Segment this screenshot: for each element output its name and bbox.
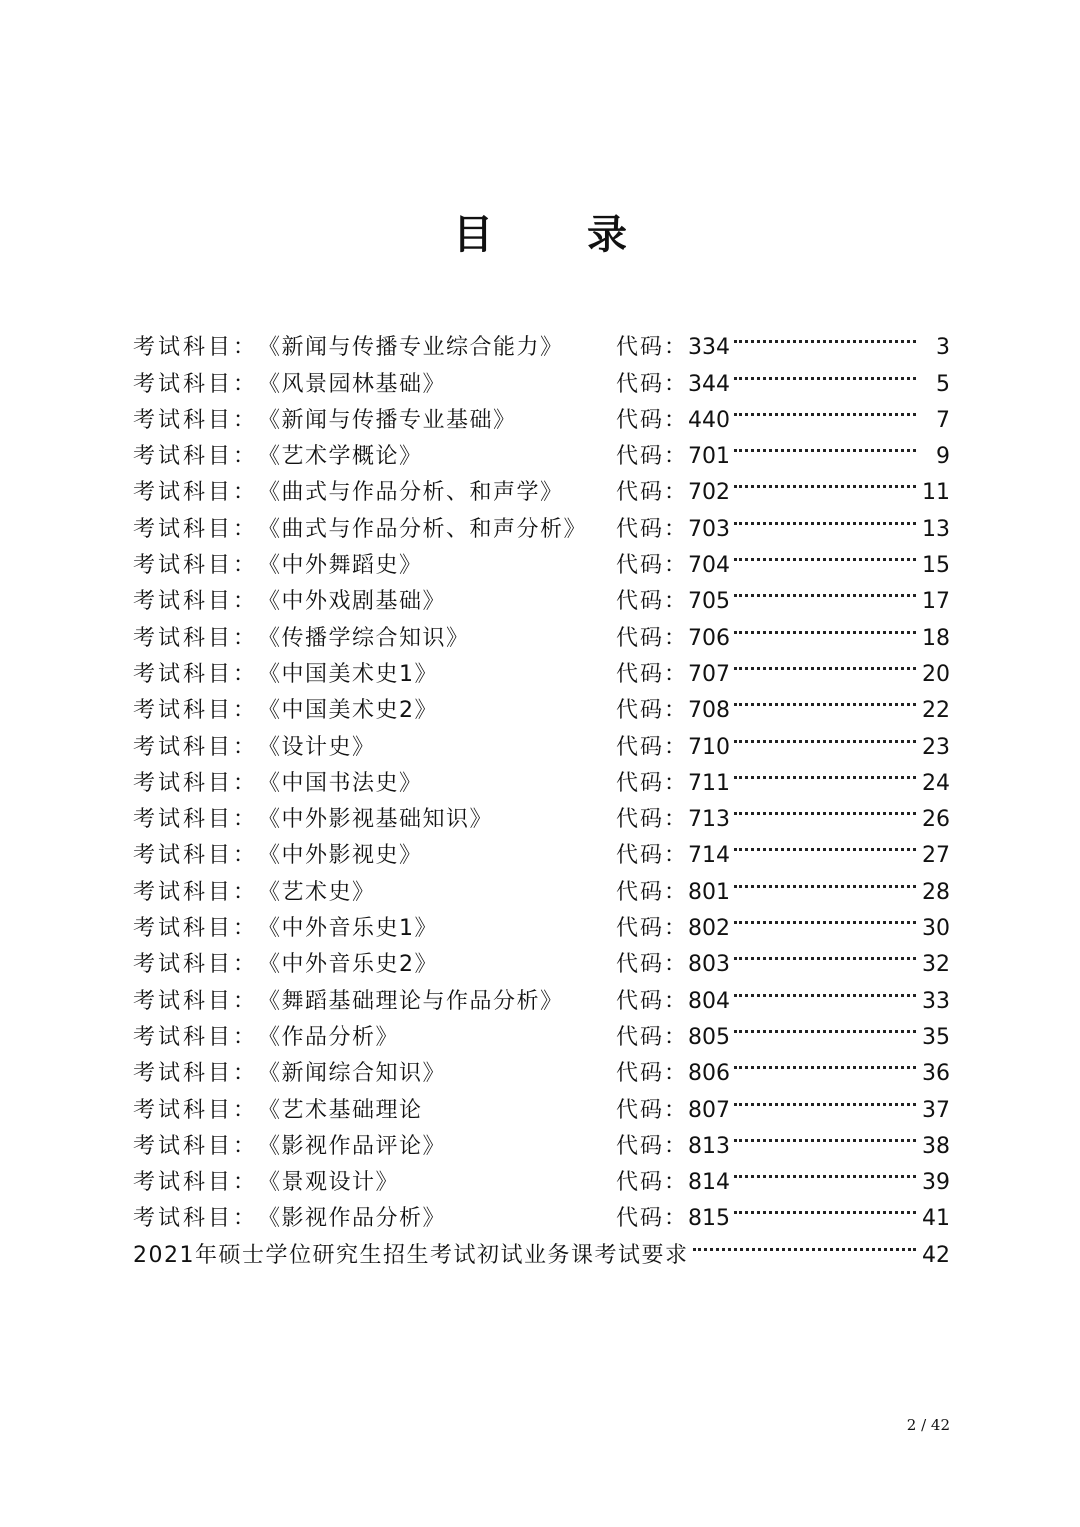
toc-entry-prefix: 考试科目：	[133, 625, 259, 651]
toc-entry-code-label: 代码：	[616, 661, 689, 687]
toc-page-number: 35	[922, 1024, 950, 1050]
toc-entry-code-label: 代码：	[616, 371, 689, 397]
toc-entry-prefix: 考试科目：	[133, 661, 259, 687]
toc-dot-leader	[734, 754, 916, 790]
toc-entry-subject: 《新闻与传播专业综合能力》	[258, 335, 564, 361]
toc-entry-prefix: 考试科目：	[133, 770, 259, 796]
toc-entry-code: 440	[688, 407, 731, 433]
toc-entry-code: 711	[688, 770, 731, 796]
toc-dot-leader	[693, 1225, 917, 1261]
toc-dot-leader	[734, 608, 916, 644]
toc-entry-subject: 《新闻综合知识》	[258, 1061, 447, 1087]
toc-entry-subject: 《影视作品分析》	[258, 1206, 447, 1232]
toc-dot-leader	[734, 935, 916, 971]
toc-entry-code-label: 代码：	[616, 734, 689, 760]
toc-entry-code-label: 代码：	[616, 553, 689, 579]
toc-entry-prefix: 考试科目：	[133, 371, 259, 397]
toc-entry-prefix: 考试科目：	[133, 879, 259, 905]
toc-entry-subject: 《作品分析》	[258, 1024, 400, 1050]
toc-dot-leader	[734, 499, 916, 535]
toc-entry-code-label: 代码：	[616, 407, 689, 433]
toc-page-number: 13	[922, 516, 950, 542]
toc-dot-leader	[734, 536, 916, 572]
toc-entry-subject: 《景观设计》	[258, 1170, 400, 1196]
toc-entry-code: 814	[688, 1170, 731, 1196]
toc-entry-subject: 《曲式与作品分析、和声学》	[258, 480, 564, 506]
toc-page-number: 42	[922, 1242, 950, 1268]
toc-page-number: 5	[936, 371, 950, 397]
toc-dot-leader	[734, 862, 916, 898]
toc-dot-leader	[734, 572, 916, 608]
toc-entry-code: 701	[688, 444, 731, 470]
toc-page-number: 3	[936, 335, 950, 361]
toc-entry-prefix: 考试科目：	[133, 916, 259, 942]
toc-entry-code-label: 代码：	[616, 335, 689, 361]
toc-dot-leader	[734, 1008, 916, 1044]
toc-entry-prefix: 考试科目：	[133, 516, 259, 542]
toc-entry-code-label: 代码：	[616, 625, 689, 651]
toc-entry-code-label: 代码：	[616, 1206, 689, 1232]
toc-entry-code-label: 代码：	[616, 916, 689, 942]
toc-page-number: 41	[922, 1206, 950, 1232]
toc-entry-prefix: 考试科目：	[133, 807, 259, 833]
toc-entry-subject: 《中外舞蹈史》	[258, 553, 423, 579]
toc-entry-code: 714	[688, 843, 731, 869]
toc-entry[interactable]	[133, 318, 950, 361]
toc-page-number: 32	[922, 952, 950, 978]
toc-entry-prefix: 考试科目：	[133, 1206, 259, 1232]
toc-entry-prefix: 考试科目：	[133, 335, 259, 361]
toc-entry-code-label: 代码：	[616, 1061, 689, 1087]
toc-page-number: 7	[936, 407, 950, 433]
toc-entry-code: 705	[688, 589, 731, 615]
toc-entry-subject: 《中外音乐史2》	[258, 952, 439, 978]
toc-entry-subject: 《中外影视史》	[258, 843, 423, 869]
toc-dot-leader	[734, 318, 916, 354]
toc-entry-subject: 《风景园林基础》	[258, 371, 447, 397]
toc-entry-prefix: 考试科目：	[133, 1170, 259, 1196]
toc-page-number: 11	[922, 480, 950, 506]
toc-entry-subject: 《中外影视基础知识》	[258, 807, 494, 833]
toc-dot-leader	[734, 1153, 916, 1189]
toc-entry-prefix: 考试科目：	[133, 698, 259, 724]
toc-page-number: 22	[922, 698, 950, 724]
toc-entry-subject: 《舞蹈基础理论与作品分析》	[258, 988, 564, 1014]
toc-page-number: 23	[922, 734, 950, 760]
toc-entry-code: 703	[688, 516, 731, 542]
toc-entry-code: 707	[688, 661, 731, 687]
toc-dot-leader	[734, 645, 916, 681]
toc-entry-code-label: 代码：	[616, 770, 689, 796]
table-of-contents	[133, 318, 950, 1268]
toc-entry-prefix: 考试科目：	[133, 1097, 259, 1123]
toc-entry-subject: 《新闻与传播专业基础》	[258, 407, 517, 433]
toc-entry-code-label: 代码：	[616, 516, 689, 542]
toc-entry-prefix: 考试科目：	[133, 734, 259, 760]
toc-dot-leader	[734, 717, 916, 753]
toc-dot-leader	[734, 1117, 916, 1153]
toc-entry-code: 815	[688, 1206, 731, 1232]
toc-entry-code-label: 代码：	[616, 952, 689, 978]
toc-entry-code-label: 代码：	[616, 589, 689, 615]
toc-page-number: 27	[922, 843, 950, 869]
toc-entry-prefix: 考试科目：	[133, 589, 259, 615]
toc-entry-code-label: 代码：	[616, 698, 689, 724]
toc-entry-prefix: 考试科目：	[133, 988, 259, 1014]
toc-dot-leader	[734, 971, 916, 1007]
toc-entry-subject: 《影视作品评论》	[258, 1133, 447, 1159]
toc-entry-code: 708	[688, 698, 731, 724]
toc-dot-leader	[734, 1044, 916, 1080]
toc-entry-prefix: 考试科目：	[133, 1133, 259, 1159]
toc-entry-prefix: 考试科目：	[133, 444, 259, 470]
toc-page-number: 20	[922, 661, 950, 687]
toc-entry-code-label: 代码：	[616, 879, 689, 905]
toc-entry-code-label: 代码：	[616, 1024, 689, 1050]
toc-entry-code: 806	[688, 1061, 731, 1087]
toc-entry-prefix: 考试科目：	[133, 1061, 259, 1087]
toc-entry-code: 344	[688, 371, 731, 397]
toc-entry-subject: 《曲式与作品分析、和声分析》	[258, 516, 588, 542]
toc-entry-code-label: 代码：	[616, 988, 689, 1014]
toc-page-number: 9	[936, 444, 950, 470]
toc-entry-prefix: 考试科目：	[133, 407, 259, 433]
toc-entry-subject: 《中国书法史》	[258, 770, 423, 796]
toc-entry-code-label: 代码：	[616, 807, 689, 833]
toc-entry-subject: 《中国美术史1》	[258, 661, 439, 687]
toc-entry-code: 713	[688, 807, 731, 833]
toc-page-number: 37	[922, 1097, 950, 1123]
toc-dot-leader	[734, 427, 916, 463]
toc-entry-prefix: 考试科目：	[133, 1024, 259, 1050]
toc-page-number: 38	[922, 1133, 950, 1159]
toc-entry-subject: 《艺术学概论》	[258, 444, 423, 470]
toc-entry-code: 334	[688, 335, 731, 361]
toc-entry-code: 801	[688, 879, 731, 905]
toc-page-number: 30	[922, 916, 950, 942]
toc-page-number: 39	[922, 1170, 950, 1196]
toc-entry-code: 706	[688, 625, 731, 651]
toc-page-number: 28	[922, 879, 950, 905]
toc-dot-leader	[734, 1080, 916, 1116]
toc-entry-subject: 《中外戏剧基础》	[258, 589, 447, 615]
toc-entry-code-label: 代码：	[616, 1133, 689, 1159]
toc-entry-code: 803	[688, 952, 731, 978]
toc-entry-code-label: 代码：	[616, 1170, 689, 1196]
toc-entry-subject: 《中外音乐史1》	[258, 916, 439, 942]
toc-entry-code: 704	[688, 553, 731, 579]
toc-dot-leader	[734, 826, 916, 862]
toc-dot-leader	[734, 681, 916, 717]
toc-page-number: 36	[922, 1061, 950, 1087]
toc-page-number: 24	[922, 770, 950, 796]
toc-entry-subject: 《中国美术史2》	[258, 698, 439, 724]
toc-entry-title: 2021年硕士学位研究生招生考试初试业务课考试要求	[133, 1242, 689, 1268]
toc-entry-subject: 《艺术基础理论	[258, 1097, 423, 1123]
page-indicator: 2 / 42	[906, 1416, 950, 1434]
toc-entry-code-label: 代码：	[616, 1097, 689, 1123]
toc-dot-leader	[734, 463, 916, 499]
toc-entry-prefix: 考试科目：	[133, 480, 259, 506]
toc-dot-leader	[734, 1189, 916, 1225]
toc-entry-prefix: 考试科目：	[133, 553, 259, 579]
toc-entry-subject: 《传播学综合知识》	[258, 625, 470, 651]
toc-page-number: 18	[922, 625, 950, 651]
toc-dot-leader	[734, 790, 916, 826]
toc-entry-subject: 《设计史》	[258, 734, 376, 760]
toc-entry-code-label: 代码：	[616, 843, 689, 869]
toc-page-number: 26	[922, 807, 950, 833]
toc-page-number: 33	[922, 988, 950, 1014]
page-title: 目 录	[453, 212, 667, 258]
toc-entry-prefix: 考试科目：	[133, 843, 259, 869]
toc-entry-code: 802	[688, 916, 731, 942]
toc-entry-code: 805	[688, 1024, 731, 1050]
toc-dot-leader	[734, 391, 916, 427]
toc-page-number: 17	[922, 589, 950, 615]
toc-entry-subject: 《艺术史》	[258, 879, 376, 905]
toc-entry-prefix: 考试科目：	[133, 952, 259, 978]
toc-entry-code-label: 代码：	[616, 444, 689, 470]
toc-entry-code: 804	[688, 988, 731, 1014]
toc-entry-code: 710	[688, 734, 731, 760]
toc-entry-code: 807	[688, 1097, 731, 1123]
toc-page-number: 15	[922, 553, 950, 579]
toc-entry-code-label: 代码：	[616, 480, 689, 506]
toc-entry-code: 813	[688, 1133, 731, 1159]
toc-dot-leader	[734, 354, 916, 390]
toc-dot-leader	[734, 899, 916, 935]
toc-entry-code: 702	[688, 480, 731, 506]
